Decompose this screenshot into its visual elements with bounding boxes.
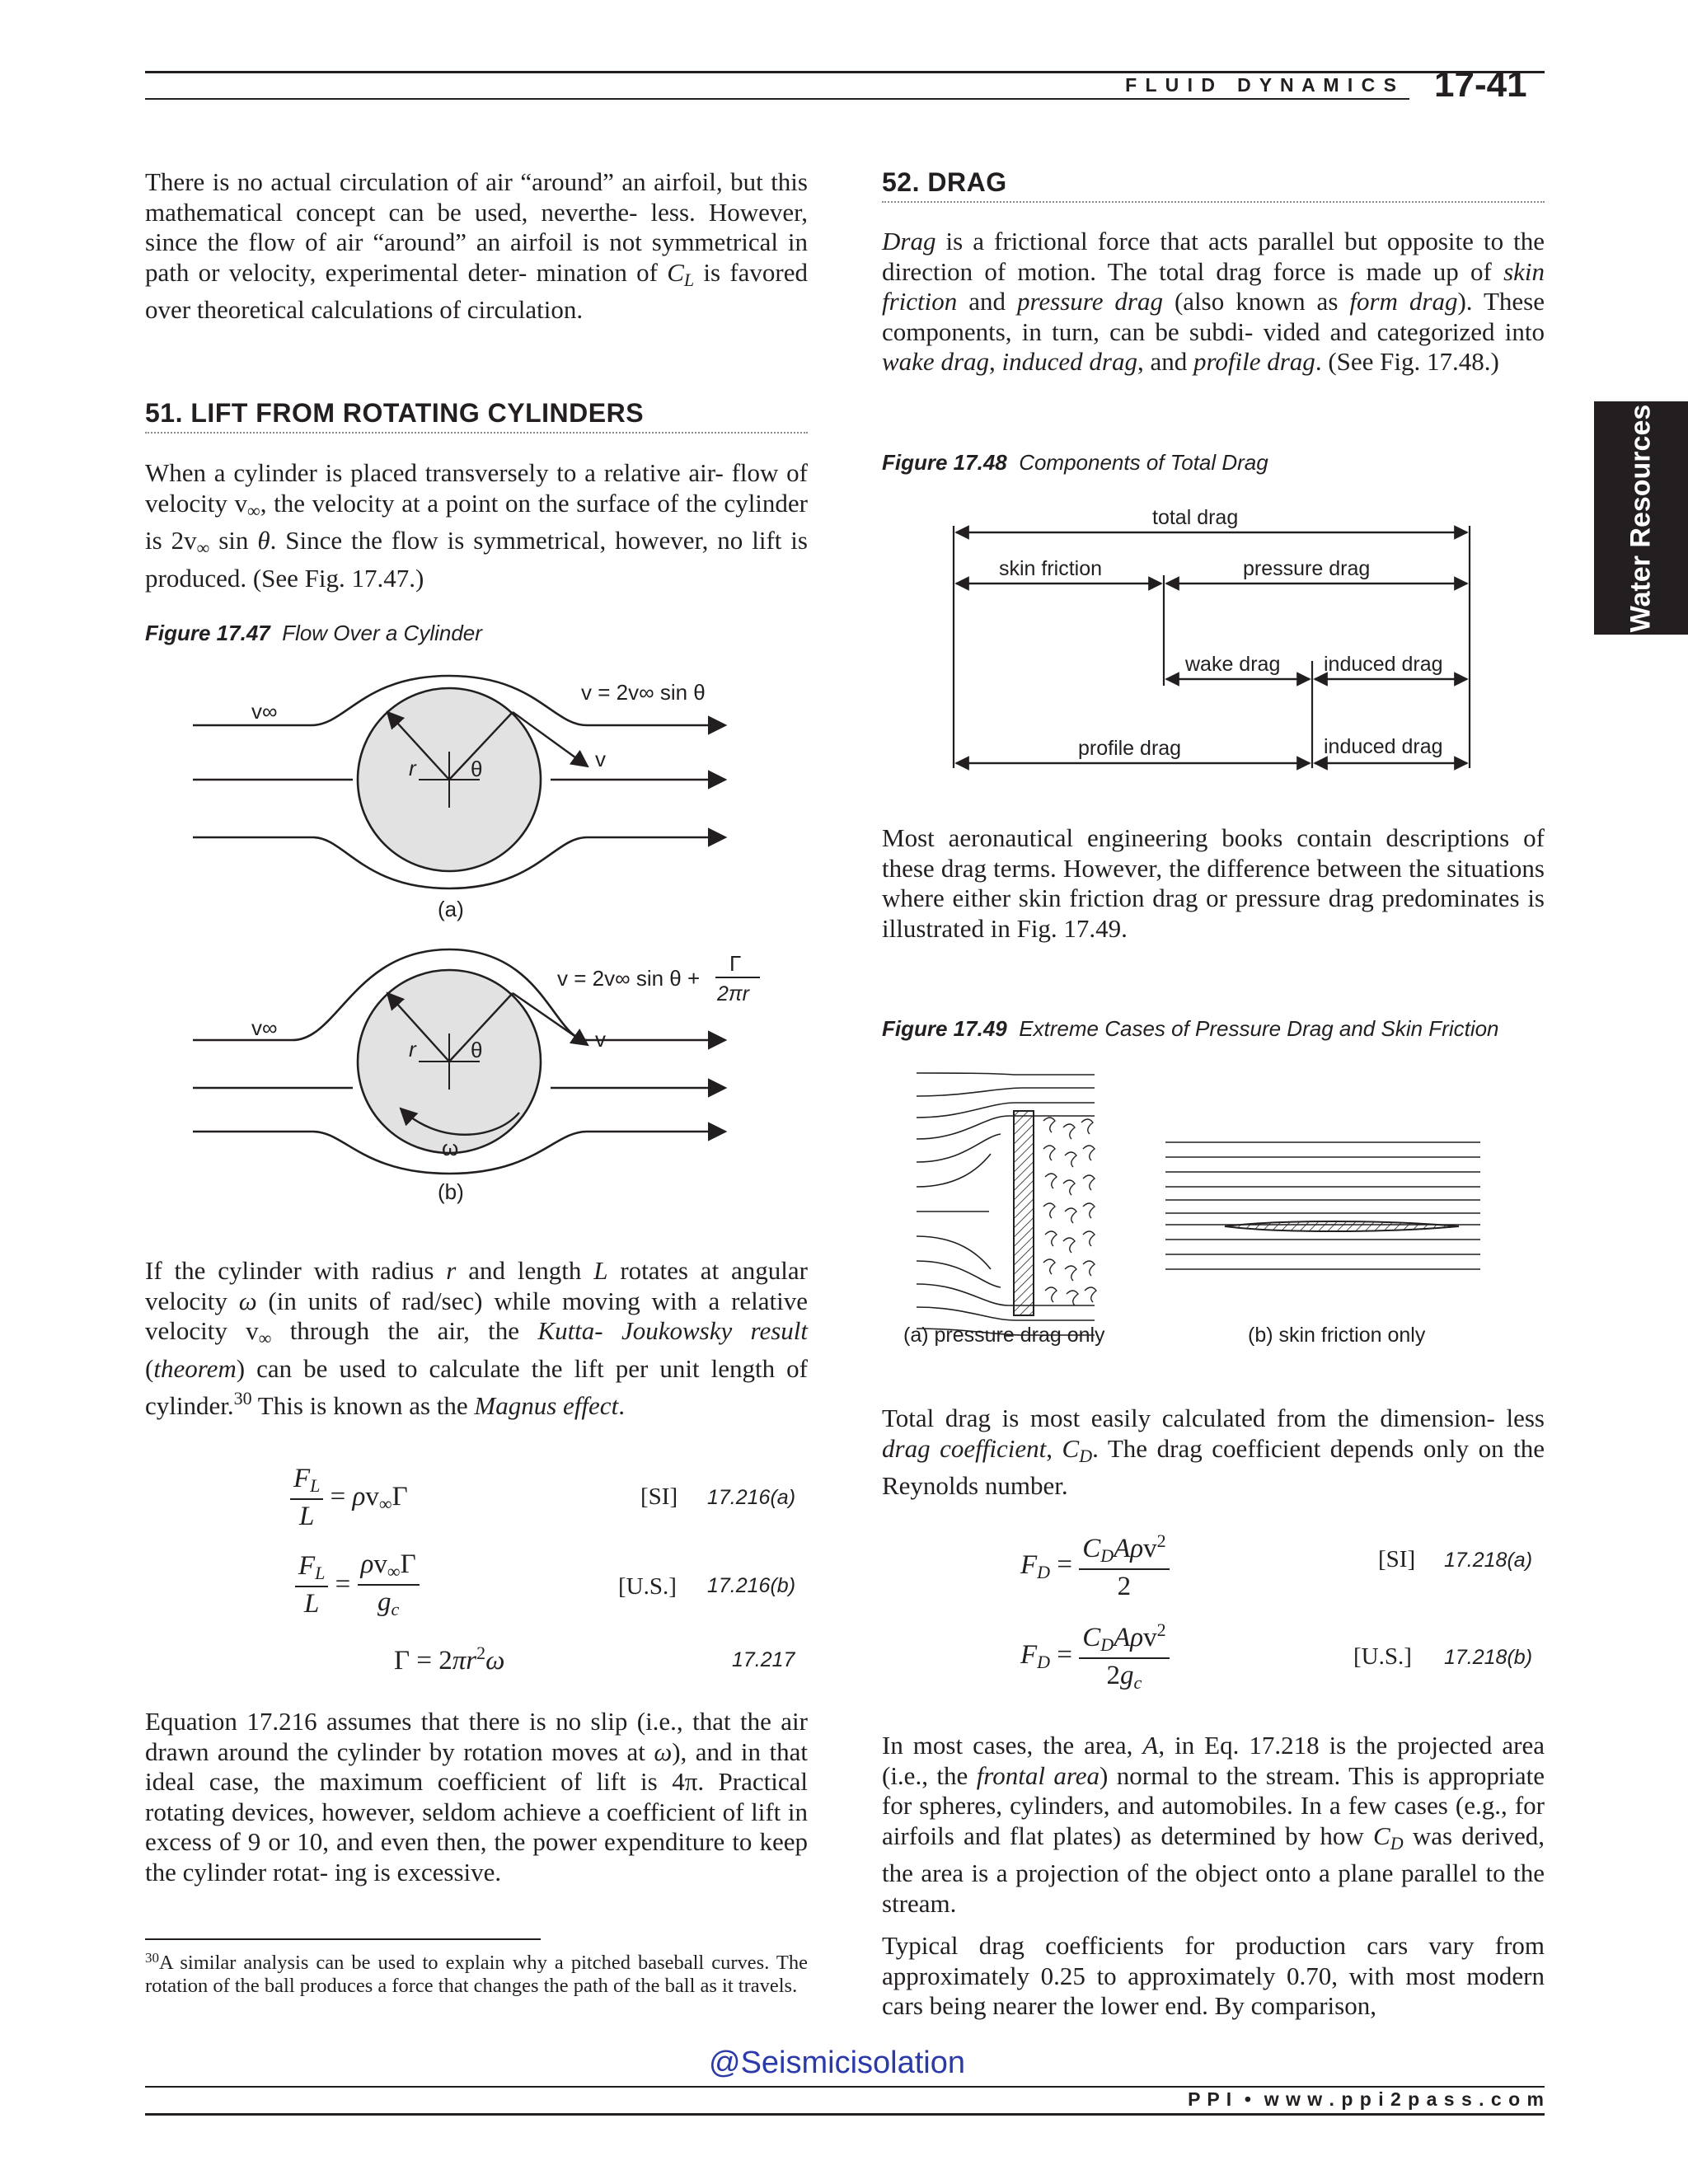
eq-17-218a-tag: [SI] bbox=[1378, 1546, 1416, 1572]
section-52-title: 52. DRAG bbox=[882, 167, 1007, 197]
footer-rule-top bbox=[145, 2086, 1545, 2088]
fig47-caption-text: Flow Over a Cylinder bbox=[282, 621, 482, 645]
drag-terms-paragraph: Most aeronautical engineering books contain descriptions of these drag terms. However, the difference between the situations where either skin friction drag or pressure drag predominates is illustrated in Fig. 17.49. bbox=[882, 823, 1545, 943]
eq-17-216a-lhs: $\frac{F_L}{L}$ bbox=[290, 1464, 323, 1532]
side-tab-label: Water Resources bbox=[1625, 404, 1657, 632]
fig48-caption bbox=[882, 450, 1268, 476]
fig47-caption-label: Figure 17.47 bbox=[145, 621, 270, 645]
fig48-total-drag: total drag bbox=[1152, 506, 1239, 529]
eq-17-218b-tag: [U.S.] bbox=[1353, 1643, 1412, 1670]
eq-17-218a: $F_D$ = $\frac{C_DA\rho v^2}{2}$ bbox=[1020, 1530, 1170, 1602]
fig48-skin-friction: skin friction bbox=[999, 557, 1103, 580]
fig47b-omega-label: ω bbox=[442, 1136, 459, 1160]
fig49a-wake-eddies bbox=[1043, 1118, 1096, 1305]
footnote-30 bbox=[145, 1947, 808, 1998]
slip-paragraph: Equation 17.216 assumes that there is no slip (i.e., that the air drawn around the cylinder by rotation moves at ω), and in that ideal case, the maximum coefficient of lift is 4π. Practical rotating devices, however, seldom achieve a coefficient of lift in excess of 9 or 10, and even then, the power expenditure to keep the cylinder rotat- ing is excessive. bbox=[145, 1707, 808, 1886]
fig49-caption bbox=[882, 1016, 1499, 1042]
fig49b-label: (b) skin friction only bbox=[1248, 1324, 1426, 1347]
eq-17-216b: $\frac{F_L}{L}$ = $\frac{\rho v_\infty\Gamma}{g_c}$ bbox=[295, 1549, 420, 1620]
eq-17-216b-number: 17.216(b) bbox=[707, 1574, 796, 1597]
fig47a-vinf-label: v∞ bbox=[251, 699, 278, 724]
fig47a-label: (a) bbox=[438, 897, 464, 921]
cars-paragraph: Typical drag coefficients for production cars vary from approximately 0.25 to approximately 0.70, with most modern cars being nearer the lower end. By comparison, bbox=[882, 1931, 1545, 2020]
fig48-drag-components bbox=[907, 494, 1484, 775]
section-51-title: 51. LIFT FROM ROTATING CYLINDERS bbox=[145, 398, 645, 428]
watermark: @Seismicisolation bbox=[709, 2046, 966, 2080]
footnote-text: A similar analysis can be used to explain why a pitched baseball curves. The rotation of the ball produces a force that changes the path of the ball as it travels. bbox=[145, 1952, 808, 1997]
fig49-pressure-vs-skin bbox=[898, 1063, 1525, 1360]
fig47b-2pir: 2πr bbox=[717, 982, 749, 1005]
eq-17-216a-tag: [SI] bbox=[640, 1483, 678, 1510]
eq-17-218b-number: 17.218(b) bbox=[1444, 1646, 1533, 1669]
footnote-rule bbox=[145, 1938, 541, 1940]
fig47b-r-label: r bbox=[409, 1037, 416, 1062]
eq-17-218a-number: 17.218(a) bbox=[1444, 1549, 1533, 1572]
fig47b-vinf-label: v∞ bbox=[251, 1015, 278, 1040]
kutta-paragraph: If the cylinder with radius r and length L rotates at angular velocity ω (in units of rad/sec) while moving with a relative velocity $v_\infty$ through the air, the Kutta- Joukowsky result (theorem) can be used to calculate the lift per unit length of cylinder.$^{30}$ This is known as the Magnus effect. bbox=[145, 1256, 809, 1420]
footer-rule-bottom bbox=[145, 2113, 1545, 2116]
fig48-caption-text: Components of Total Drag bbox=[1019, 450, 1268, 475]
fig49a-label: (a) pressure drag only bbox=[903, 1324, 1105, 1347]
fig47b-v-label: v bbox=[595, 1027, 606, 1052]
eq-17-216a: $\frac{F_L}{L}$ = $\rho v_\infty\Gamma$ bbox=[290, 1464, 408, 1532]
total-drag-paragraph: Total drag is most easily calculated from the dimension- less drag coefficient, $C_D$. The drag coefficient depends only on the Reynolds number. bbox=[882, 1404, 1545, 1500]
eq-17-216a-number: 17.216(a) bbox=[707, 1486, 796, 1509]
eq-17-217-number: 17.217 bbox=[732, 1648, 795, 1671]
running-head: F L U I D D Y N A M I C S bbox=[1125, 74, 1398, 96]
fig48-induced-drag: induced drag bbox=[1324, 653, 1443, 676]
fig49b-thin-plate bbox=[1225, 1221, 1459, 1231]
eq-17-217: $\Gamma = 2\pi r^2\omega$ bbox=[394, 1643, 505, 1675]
fig49b-streamlines bbox=[1165, 1142, 1480, 1269]
footnote-marker: 30 bbox=[145, 1950, 159, 1966]
area-paragraph: In most cases, the area, A, in Eq. 17.218 is the projected area (i.e., the frontal area) normal to the stream. This is appropriate for spheres, cylinders, and automobiles. In a few cases (e.g., for airfoils and flat plates) as determined by how $C_D$ was derived, the area is a projection of the object onto a plane parallel to the stream. bbox=[882, 1731, 1545, 1918]
fig47a-theta-label: θ bbox=[471, 757, 483, 781]
section-51-paragraph: When a cylinder is placed transversely to a relative air- flow of velocity $v_\infty$, the velocity at a point on the surface of the cylinder is $2v_\infty$ sin θ. Since the flow is symmetrical, however, no lift is produced. (See Fig. 17.47.) bbox=[145, 458, 808, 593]
fig48-caption-label: Figure 17.48 bbox=[882, 450, 1007, 475]
section-52-paragraph: Drag is a frictional force that acts parallel but opposite to the direction of motion. The total drag force is made up of skin friction and pressure drag (also known as form drag). These components, in turn, can be subdi- vided and categorized into wake drag, induced drag, and profile drag. (See Fig. 17.48.) bbox=[882, 227, 1545, 376]
fig48-pressure-drag: pressure drag bbox=[1243, 557, 1371, 580]
footer-ppi: P P I • w w w . p p i 2 p a s s . c o m bbox=[1188, 2088, 1545, 2110]
eq-17-218b: $F_D$ = $\frac{C_DA\rho v^2}{2g_c}$ bbox=[1020, 1619, 1170, 1694]
page-number: 17-41 bbox=[1434, 64, 1527, 105]
fig49-caption-text: Extreme Cases of Pressure Drag and Skin Friction bbox=[1019, 1016, 1499, 1041]
fig48-wake-drag: wake drag bbox=[1185, 653, 1281, 676]
fig47b-theta-label: θ bbox=[471, 1038, 483, 1062]
fig49-caption-label: Figure 17.49 bbox=[882, 1016, 1007, 1041]
fig47a-r-label: r bbox=[409, 756, 416, 780]
fig47b-label: (b) bbox=[438, 1179, 464, 1204]
intro-paragraph: There is no actual circulation of air “around” an airfoil, but this mathematical concept can be used, neverthe- less. However, since the flow of air “around” an airfoil is not symmetrical in path or velocity, experimental deter- mination of $C_L$ is favored over theoretical calculations of circulation. bbox=[145, 167, 809, 324]
fig49a-flat-plate bbox=[1014, 1111, 1034, 1315]
fig48-induced-drag-2: induced drag bbox=[1324, 735, 1443, 758]
fig47b-equation: v = 2v∞ sin θ + bbox=[557, 966, 701, 991]
fig47a-v-label: v bbox=[595, 747, 606, 771]
fig48-profile-drag: profile drag bbox=[1078, 737, 1182, 760]
fig47a-equation: v = 2v∞ sin θ bbox=[581, 680, 706, 705]
eq-17-216b-tag: [U.S.] bbox=[618, 1573, 677, 1600]
fig49a-streamlines bbox=[917, 1073, 1095, 1335]
fig47b-gamma: Γ bbox=[729, 951, 742, 976]
section-52-rule bbox=[882, 201, 1545, 203]
